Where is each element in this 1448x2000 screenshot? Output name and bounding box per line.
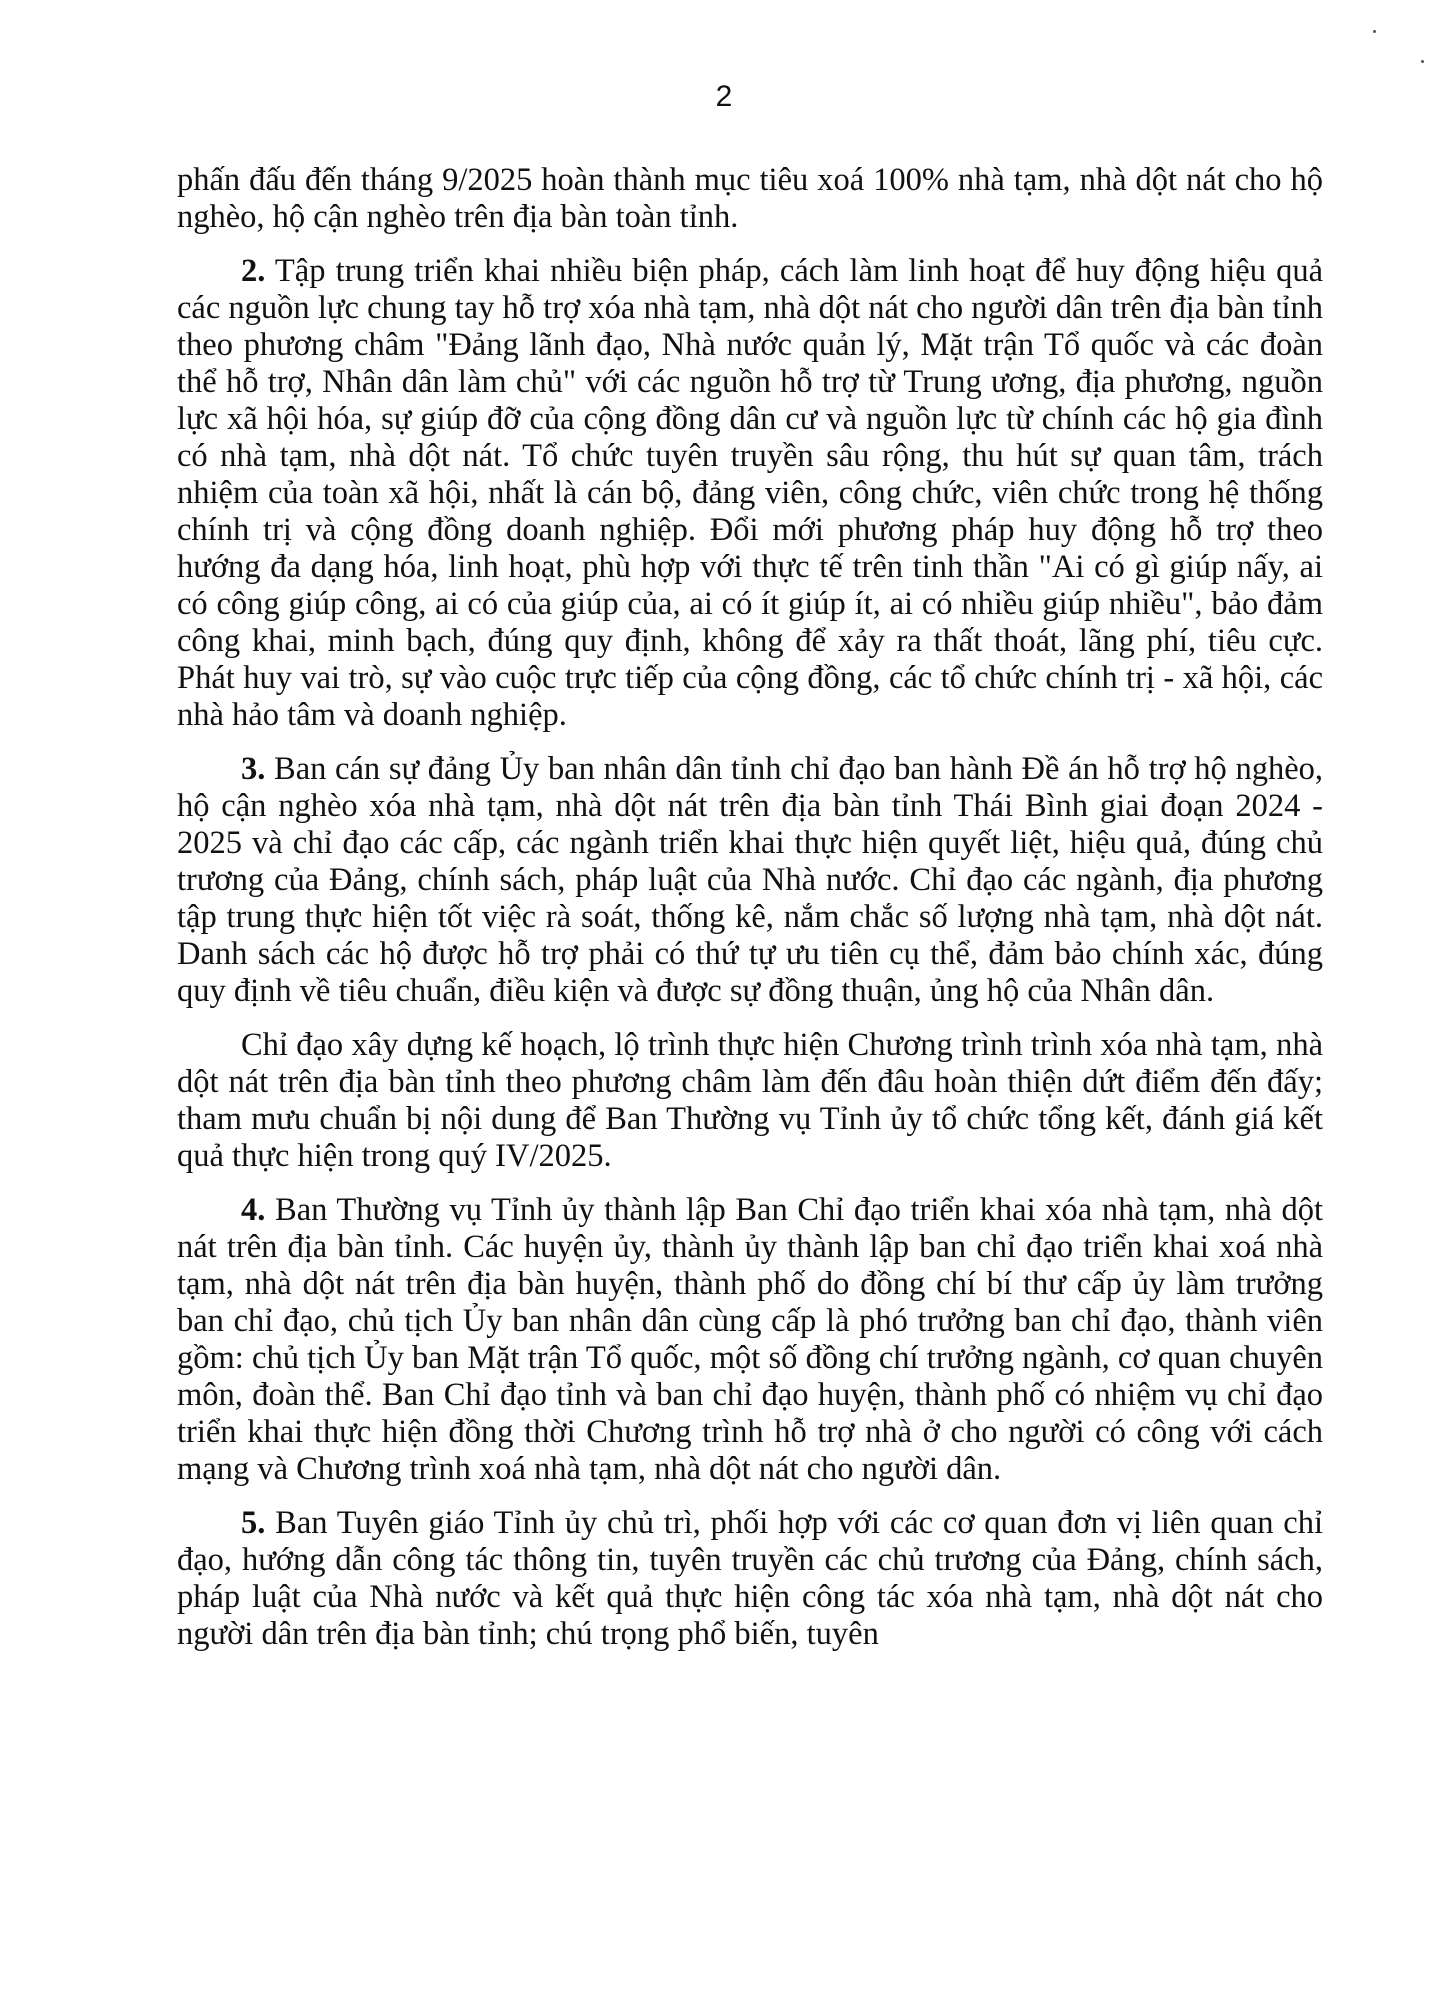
- document-body: [177, 162, 1323, 1670]
- paragraph-continuation: [177, 162, 1323, 236]
- paragraph-number: 5.: [241, 1505, 266, 1541]
- paragraph-text: Tập trung triển khai nhiều biện pháp, cách làm linh hoạt để huy động hiệu quả các nguồn lực chung tay hỗ trợ xóa nhà tạm, nhà dột nát cho người dân trên địa bàn tỉnh theo phương châm "Đảng lãnh đạo, Nhà nước quản lý, Mặt trận Tổ quốc và các đoàn thể hỗ trợ, Nhân dân làm chủ" với các nguồn hỗ trợ từ Trung ương, địa phương, nguồn lực xã hội hóa, sự giúp đỡ của cộng đồng dân cư và nguồn lực từ chính các hộ gia đình có nhà tạm, nhà dột nát. Tổ chức tuyên truyền sâu rộng, thu hút sự quan tâm, trách nhiệm của toàn xã hội, nhất là cán bộ, đảng viên, công chức, viên chức trong hệ thống chính trị và cộng đồng doanh nghiệp. Đổi mới phương pháp huy động hỗ trợ theo hướng đa dạng hóa, linh hoạt, phù hợp với thực tế trên tinh thần "Ai có gì giúp nấy, ai có công giúp công, ai có của giúp của, ai có ít giúp ít, ai có nhiều giúp nhiều", bảo đảm công khai, minh bạch, đúng quy định, không để xảy ra thất thoát, lãng phí, tiêu cực. Phát huy vai trò, sự vào cuộc trực tiếp của cộng đồng, các tổ chức chính trị - xã hội, các nhà hảo tâm và doanh nghiệp.: [177, 253, 1323, 733]
- scan-speck: [1373, 30, 1376, 33]
- paragraph-item-4: [177, 1192, 1323, 1488]
- paragraph-item-5: [177, 1505, 1323, 1653]
- paragraph-text: Ban Thường vụ Tỉnh ủy thành lập Ban Chỉ đạo triển khai xóa nhà tạm, nhà dột nát trên địa bàn tỉnh. Các huyện ủy, thành ủy thành lập ban chỉ đạo triển khai xoá nhà tạm, nhà dột nát trên địa bàn huyện, thành phố do đồng chí bí thư cấp ủy làm trưởng ban chỉ đạo, chủ tịch Ủy ban nhân dân cùng cấp là phó trưởng ban chỉ đạo, thành viên gồm: chủ tịch Ủy ban Mặt trận Tổ quốc, một số đồng chí trưởng ngành, cơ quan chuyên môn, đoàn thể. Ban Chỉ đạo tỉnh và ban chỉ đạo huyện, thành phố có nhiệm vụ chỉ đạo triển khai thực hiện đồng thời Chương trình hỗ trợ nhà ở cho người có công với cách mạng và Chương trình xoá nhà tạm, nhà dột nát cho người dân.: [177, 1192, 1323, 1487]
- paragraph-text: phấn đấu đến tháng 9/2025 hoàn thành mục tiêu xoá 100% nhà tạm, nhà dột nát cho hộ nghèo, hộ cận nghèo trên địa bàn toàn tỉnh.: [177, 162, 1323, 235]
- scan-speck: [1421, 60, 1424, 63]
- paragraph-text: Chỉ đạo xây dựng kế hoạch, lộ trình thực hiện Chương trình trình xóa nhà tạm, nhà dột nát trên địa bàn tỉnh theo phương châm làm đến đâu hoàn thiện dứt điểm đến đấy; tham mưu chuẩn bị nội dung để Ban Thường vụ Tỉnh ủy tổ chức tổng kết, đánh giá kết quả thực hiện trong quý IV/2025.: [177, 1027, 1323, 1174]
- page-number: 2: [715, 80, 733, 113]
- paragraph-number: 3.: [241, 751, 266, 787]
- paragraph-number: 2.: [241, 253, 266, 289]
- paragraph-text: Ban Tuyên giáo Tỉnh ủy chủ trì, phối hợp với các cơ quan đơn vị liên quan chỉ đạo, hướng dẫn công tác thông tin, tuyên truyền các chủ trương của Đảng, chính sách, pháp luật của Nhà nước và kết quả thực hiện công tác xóa nhà tạm, nhà dột nát cho người dân trên địa bàn tỉnh; chú trọng phổ biến, tuyên: [177, 1505, 1324, 1652]
- paragraph-number: 4.: [241, 1192, 266, 1228]
- paragraph-text: Ban cán sự đảng Ủy ban nhân dân tỉnh chỉ đạo ban hành Đề án hỗ trợ hộ nghèo, hộ cận nghèo xóa nhà tạm, nhà dột nát trên địa bàn tỉnh Thái Bình giai đoạn 2024 - 2025 và chỉ đạo các cấp, các ngành triển khai thực hiện quyết liệt, hiệu quả, đúng chủ trương của Đảng, chính sách, pháp luật của Nhà nước. Chỉ đạo các ngành, địa phương tập trung thực hiện tốt việc rà soát, thống kê, nắm chắc số lượng nhà tạm, nhà dột nát. Danh sách các hộ được hỗ trợ phải có thứ tự ưu tiên cụ thể, đảm bảo chính xác, đúng quy định về tiêu chuẩn, điều kiện và được sự đồng thuận, ủng hộ của Nhân dân.: [177, 751, 1324, 1009]
- paragraph-item-2: [177, 253, 1323, 734]
- paragraph-item-3: [177, 751, 1323, 1010]
- paragraph-item-3-continued: [177, 1027, 1323, 1175]
